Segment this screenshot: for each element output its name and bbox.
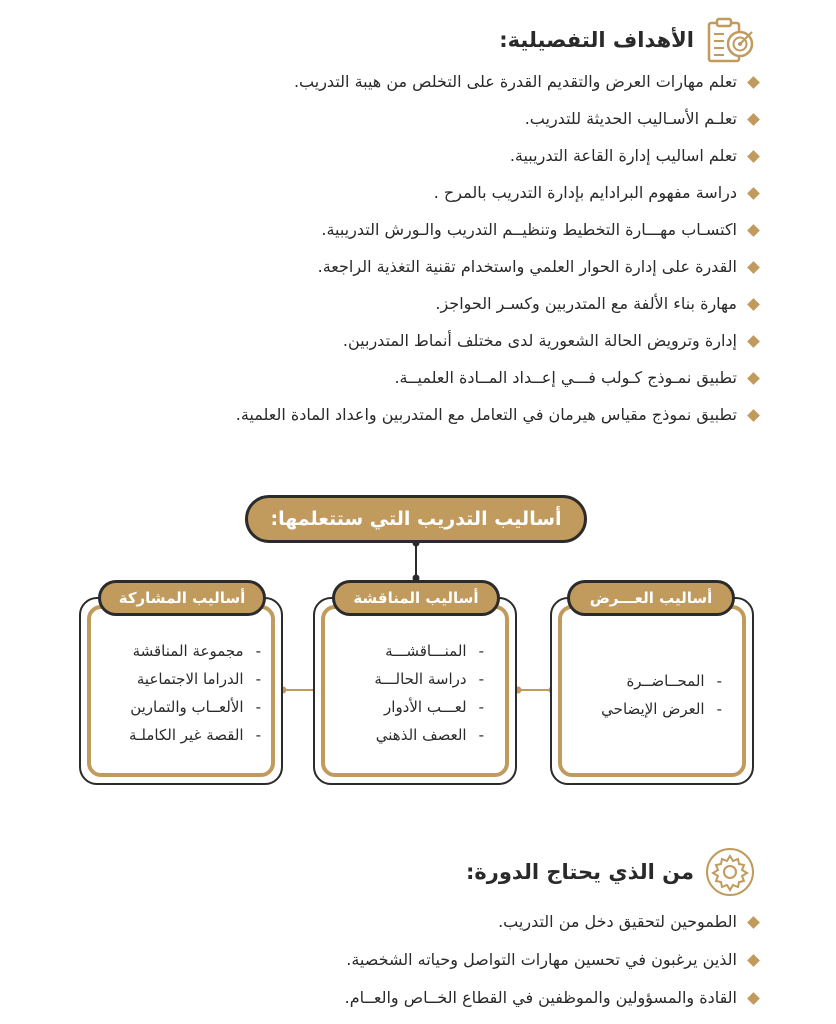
list-item: -دراسة الحالـــة [374,670,484,688]
diamond-bullet-icon [747,992,760,1005]
list-item: -القصة غير الكاملـة [128,726,261,744]
card-list-participation [129,637,261,749]
list-item: -المحــاضــرة [626,672,722,690]
diamond-bullet-icon [747,954,760,967]
card-title-discussion: أساليب المناقشة [332,580,500,616]
card-list-discussion [374,637,484,749]
list-item: -الدراما الاجتماعية [136,670,261,688]
list-item: القادة والمسؤولين والموظفين في القطاع الخــاص والعــام. [345,988,758,1008]
list-item: تطبيق نموذج مقياس هيرمان في التعامل مع المتدربين واعداد المادة العلمية. [236,405,758,425]
list-item: الذين يرغبون في تحسين مهارات التواصل وحياته الشخصية. [345,950,758,970]
list-item: تعلم اساليب إدارة القاعة التدريبية. [236,146,758,166]
list-item: -الألعــاب والتمارين [130,698,261,716]
list-item: -مجموعة المناقشة [132,642,261,660]
card-title-participation: أساليب المشاركة [98,580,266,616]
list-item: تعلـم الأسـاليب الحديثة للتدريب. [236,109,758,129]
list-item: -العصف الذهني [375,726,484,744]
list-item: الطموحين لتحقيق دخل من التدريب. [345,912,758,932]
diamond-bullet-icon [747,916,760,929]
list-item: -المنـــاقشـــة [385,642,484,660]
objectives-title: الأهداف التفصيلية: [499,28,694,52]
list-item: القدرة على إدارة الحوار العلمي واستخدام تقنية التغذية الراجعة. [236,257,758,277]
list-item: -لعـــب الأدوار [384,698,484,716]
list-item: تعلم مهارات العرض والتقديم القدرة على التخلص من هيبة التدريب. [236,72,758,92]
list-item: دراسة مفهوم البرادايم بإدارة التدريب بالمرح . [236,183,758,203]
audience-title: من الذي يحتاج الدورة: [465,860,694,884]
training-methods-title: أساليب التدريب التي ستتعلمها: [245,495,587,543]
audience-list [345,912,758,1008]
card-list-display [601,667,722,723]
audience-header [466,846,756,898]
card-title-display: أساليب العـــرض [567,580,735,616]
list-item: اكتسـاب مهـــارة التخطيط وتنظيــم التدريب والـورش التدريبية. [236,220,758,240]
list-item: -العرض الإيضاحي [601,700,722,718]
list-item: إدارة وترويض الحالة الشعورية لدى مختلف أنماط المتدربين. [236,331,758,351]
list-item: مهارة بناء الألفة مع المتدربين وكسـر الحواجز. [236,294,758,314]
list-item: تطبيق نمـوذج كـولب فـــي إعــداد المــادة العلميــة. [236,368,758,388]
gear-icon [704,846,756,898]
